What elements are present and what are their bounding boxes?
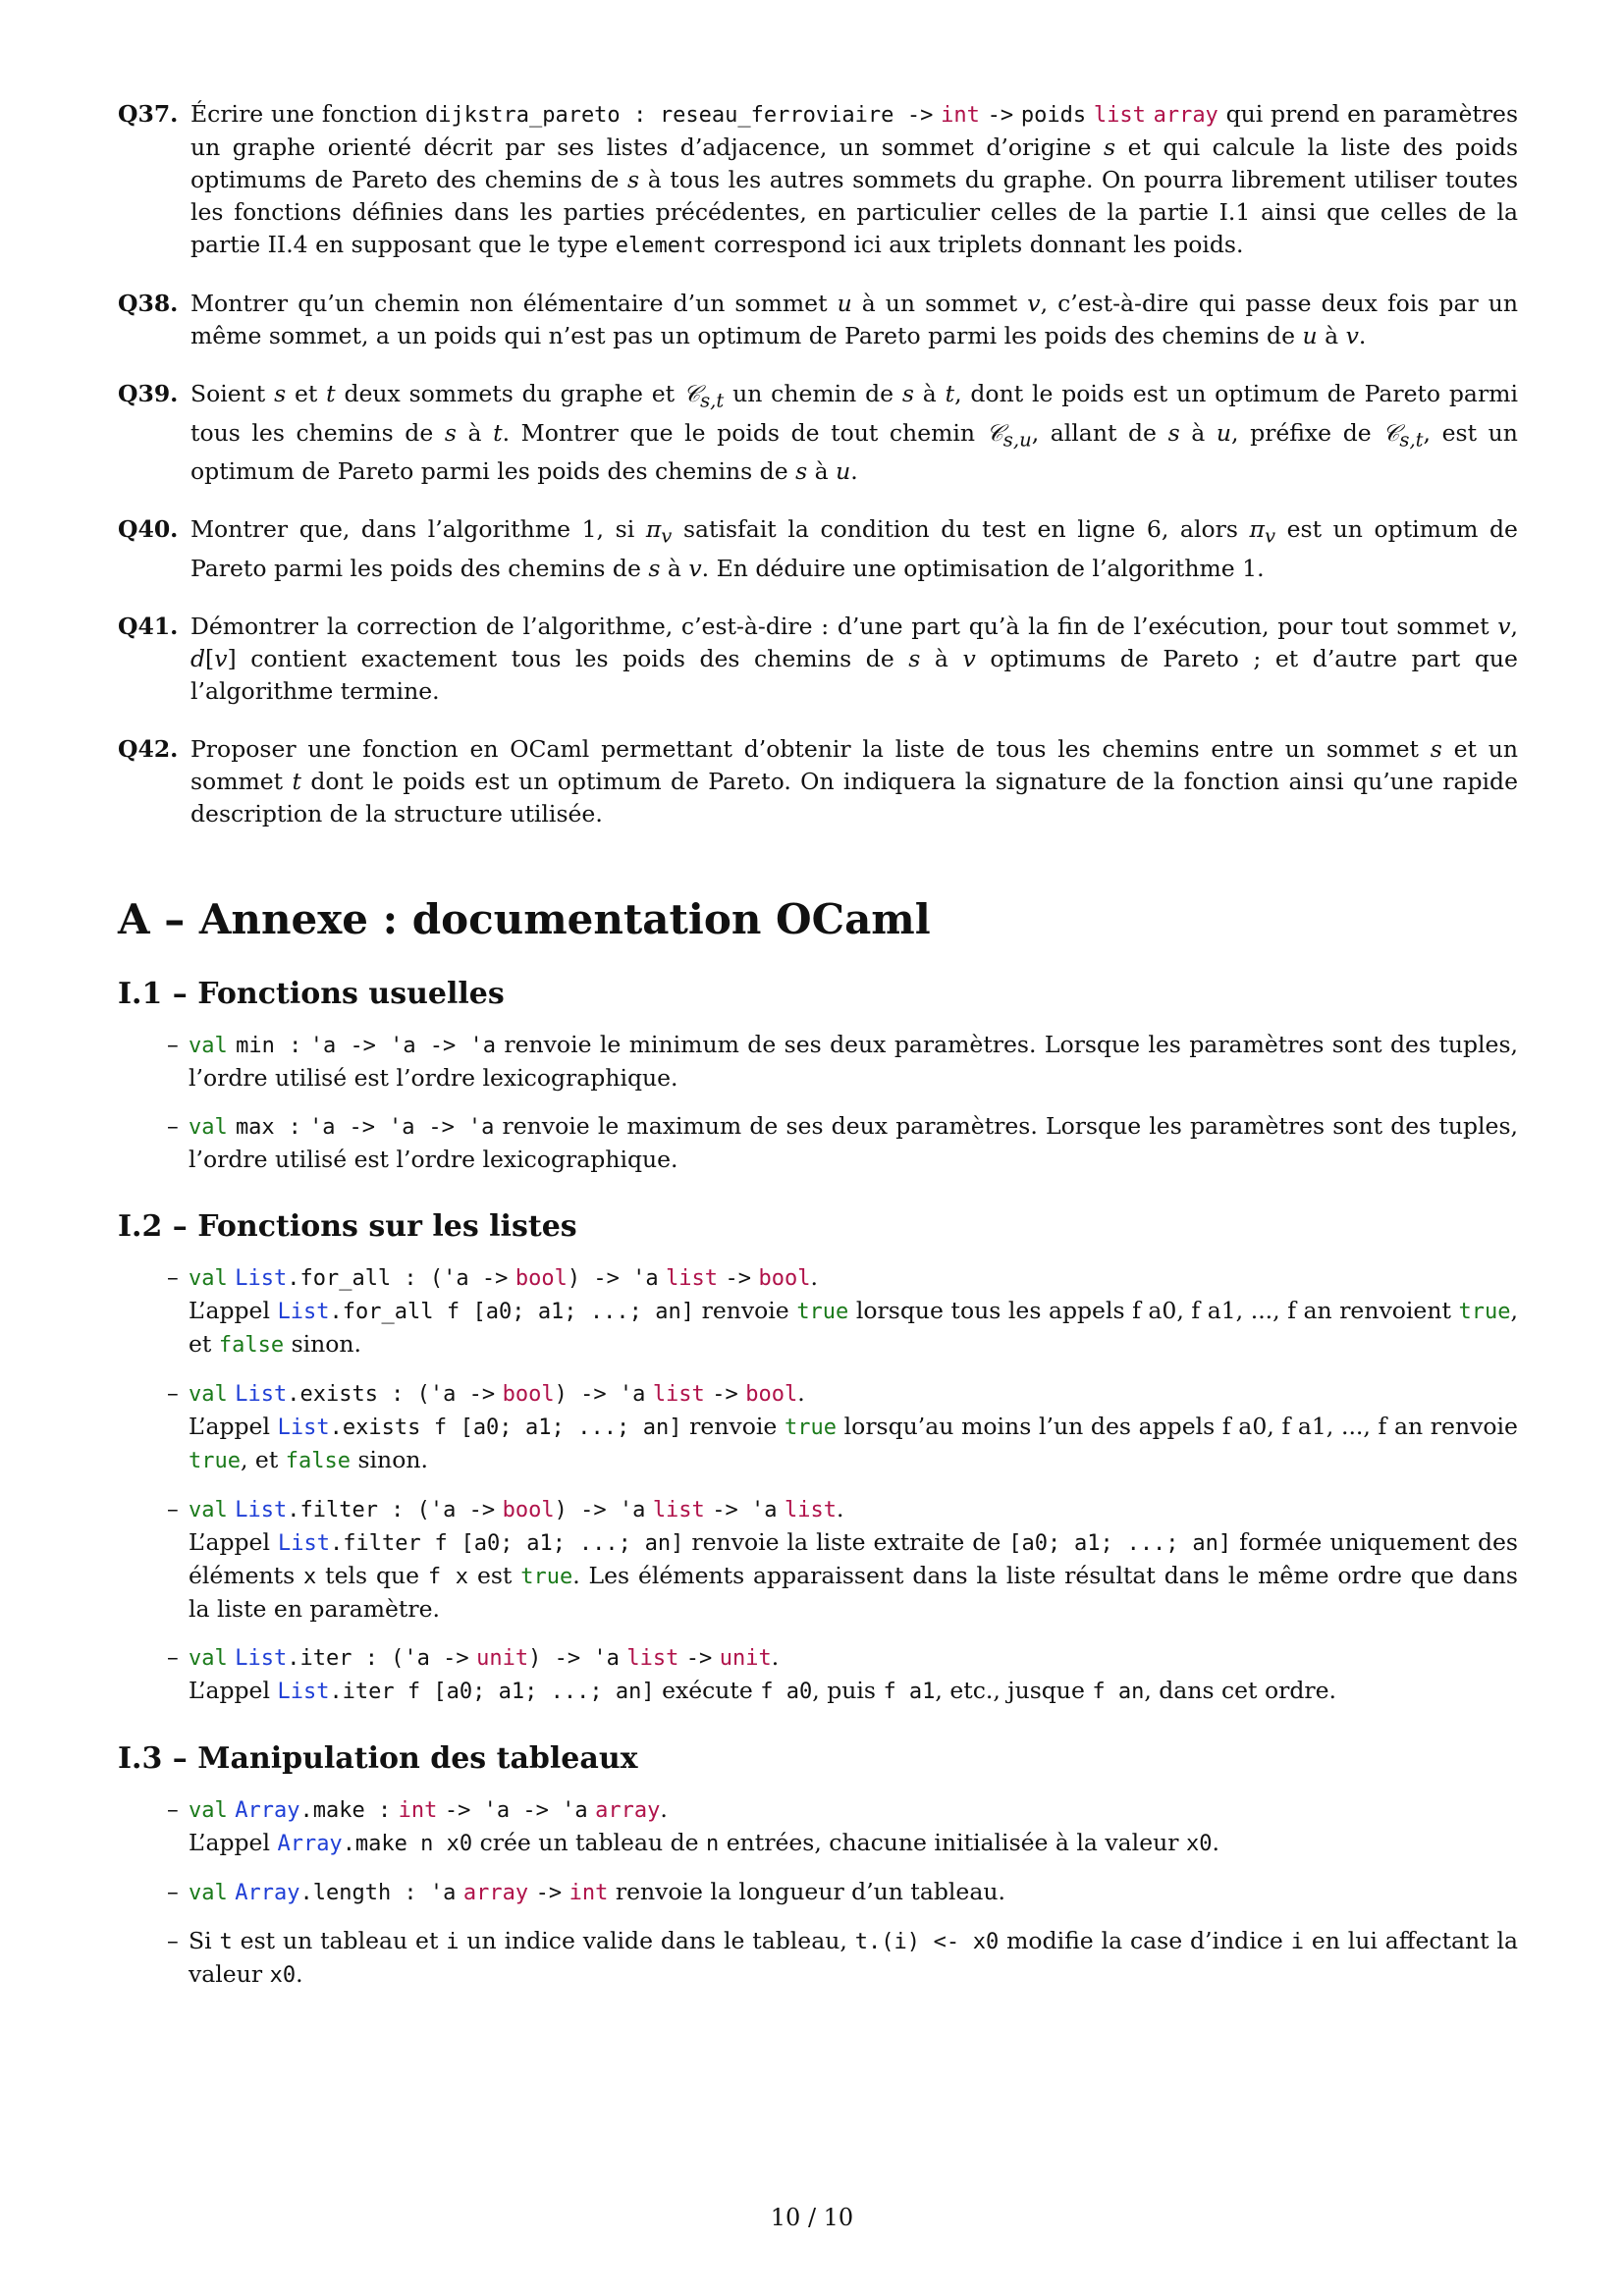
text: , puis <box>812 1677 876 1705</box>
code: f an <box>1092 1680 1145 1705</box>
code-type: list <box>652 1382 705 1408</box>
code: i <box>1290 1930 1304 1955</box>
text: Si <box>189 1927 212 1955</box>
doc-text <box>189 1876 1518 1909</box>
question-37 <box>118 98 1518 262</box>
code-keyword: val <box>189 1266 228 1292</box>
math-var: π <box>645 515 662 544</box>
bullet-dash: – <box>167 1112 179 1141</box>
code: x0 <box>1185 1832 1213 1857</box>
math-var: 𝒞 <box>986 418 1003 447</box>
text: , c’est-à-dire qui passe deux fois par un même sommet, a un poids qui n’est pas un optimum de Pareto parmi les poids des chemins de <box>190 290 1518 349</box>
code-module: Array <box>235 1881 300 1906</box>
text: Démontrer la correction de l’algorithme, c’est-à-dire : d’une part qu’à la fin de l’exécution, pour tout sommet <box>190 613 1489 641</box>
doc-item-for-all <box>167 1261 1518 1362</box>
text: à tous les autres sommets du graphe. On pourra librement utiliser toutes les fonctions définies dans les parties précédentes, en particulier celles de la partie I.1 ainsi que celles de la partie II.4 en supposant que le type <box>190 166 1519 258</box>
text: à <box>467 418 482 447</box>
text: crée un tableau de <box>479 1829 699 1857</box>
code: -> <box>535 1881 563 1906</box>
code: .for_all : ('a -> <box>287 1266 509 1292</box>
text: modifie la case d’indice <box>1006 1927 1283 1955</box>
math-var: s <box>444 418 457 447</box>
text: renvoie <box>689 1413 778 1441</box>
math-sub: s,t <box>1399 428 1424 452</box>
math-var: s <box>795 457 808 486</box>
code-literal: true <box>784 1415 837 1441</box>
code: f x <box>427 1565 469 1590</box>
text: et un sommet <box>190 735 1518 796</box>
math-var: u <box>1302 322 1318 349</box>
code-type: bool <box>502 1498 555 1523</box>
code: -> 'a -> 'a <box>444 1798 588 1824</box>
text: tels que <box>325 1562 420 1590</box>
math-var: 𝒞 <box>682 380 701 407</box>
text: à <box>1191 418 1206 447</box>
math-sub: v <box>1264 525 1276 549</box>
code: x0 <box>269 1963 297 1989</box>
doc-item-length <box>167 1876 1518 1909</box>
math-var: s <box>1430 735 1442 764</box>
question-42 <box>118 733 1518 830</box>
question-text <box>190 513 1518 585</box>
code: element <box>615 234 707 258</box>
question-text: Démontrer la correction de l’algorithme, c’est-à-dire : d’une part qu’à la fin de l’exécution, pour tout sommet v, d[v] contient exactement tous les poids des chemins de s à v optimums de Pareto ; et d’autre part que l’algorithme termine. <box>190 613 1518 706</box>
code-literal: false <box>285 1449 351 1474</box>
code: f a1 <box>883 1680 936 1705</box>
text: Soient <box>190 380 266 407</box>
text: formée uniquement des éléments <box>189 1528 1518 1590</box>
code-module: List <box>277 1680 330 1705</box>
math-var: s <box>908 645 921 673</box>
code-keyword: val <box>189 1881 228 1906</box>
code: -> <box>685 1646 713 1672</box>
math-var: s <box>274 380 287 407</box>
math-var: t <box>945 380 955 407</box>
math-var: v <box>1345 322 1359 349</box>
code-type: int <box>568 1881 609 1906</box>
code-type: bool <box>514 1266 568 1292</box>
bullet-dash: – <box>167 1379 179 1408</box>
code: x <box>303 1565 317 1590</box>
text: renvoie le minimum de ses deux paramètres. Lorsque les paramètres sont des tuples, l’ordre utilisé est l’ordre lexicographique. <box>189 1031 1518 1093</box>
bullet-dash: – <box>167 1263 179 1292</box>
code: .filter : ('a -> <box>287 1498 496 1523</box>
text: lorsque tous les appels f a0, f a1, ..., f an renvoient <box>855 1297 1451 1325</box>
code-literal: true <box>1458 1300 1511 1325</box>
question-label: Q40. <box>118 515 179 544</box>
code: .iter : ('a -> <box>287 1646 469 1672</box>
code-literal: true <box>189 1449 241 1474</box>
question-label: Q41. <box>118 613 179 641</box>
doc-item-max <box>167 1110 1518 1176</box>
math-var: v <box>688 555 702 583</box>
annex-title: A – Annexe : documentation OCaml <box>118 895 931 944</box>
question-38 <box>118 288 1518 352</box>
code-type: bool <box>758 1266 811 1292</box>
code: ) -> 'a <box>554 1382 646 1408</box>
text: , et <box>240 1446 279 1474</box>
doc-text: val Array.make : int -> 'a -> 'a array. L’appel Array.make n x0 crée un tableau de n entrées, chacune initialisée à la valeur x0. <box>189 1795 1219 1857</box>
math-sub: s,t <box>700 389 725 412</box>
text: , et <box>189 1297 1518 1359</box>
text: Proposer une fonction en OCaml permettant d’obtenir la liste de tous les chemins entre un sommet <box>190 735 1419 764</box>
code: i <box>446 1930 460 1955</box>
math-var: u <box>836 457 851 486</box>
text: est un optimum de Pareto parmi les poids des chemins de <box>190 515 1518 583</box>
text: . <box>1358 322 1367 349</box>
code: -> <box>725 1266 752 1292</box>
question-label: Q42. <box>118 735 179 764</box>
doc-text: val List.filter : ('a -> bool) -> 'a list -> 'a list. L’appel List.filter f [a0; a1; ...; an] renvoie la liste extraite de [a0; a1; ...; an] formée uniquement des éléments x tels que f x est true. Les éléments apparaissent dans la liste résultat dans le même ordre que dans la liste en paramètre. <box>189 1495 1518 1624</box>
text: optimums de Pareto ; et d’autre part que l’algorithme termine. <box>190 645 1518 706</box>
text: est <box>476 1562 513 1590</box>
code: -> <box>987 103 1014 128</box>
code: [a0; a1; ...; an] <box>1008 1531 1232 1557</box>
text: , dont le poids est un optimum de Pareto parmi tous les chemins de <box>190 380 1518 447</box>
math-var: v <box>962 645 976 673</box>
text: Montrer qu’un chemin non élémentaire d’un sommet <box>190 290 828 317</box>
text: , est un optimum de Pareto parmi les poids des chemins de <box>190 418 1518 486</box>
code-module: List <box>235 1382 288 1408</box>
code: f a0 <box>760 1680 813 1705</box>
code: -> 'a <box>712 1498 778 1523</box>
code-keyword: val <box>189 1034 228 1059</box>
math-sub: s,u <box>1002 428 1032 452</box>
code: 'a -> 'a -> 'a <box>309 1034 496 1059</box>
question-text <box>190 288 1518 352</box>
code-type: bool <box>745 1382 798 1408</box>
text: un indice valide dans le tableau, <box>466 1927 847 1955</box>
code: ) -> 'a <box>554 1498 646 1523</box>
text: correspond ici aux triplets donnant les poids. <box>713 231 1244 258</box>
math-var: s <box>901 380 914 407</box>
text: renvoie la liste extraite de <box>691 1528 1001 1557</box>
text: . <box>850 457 858 486</box>
code: .length : 'a <box>299 1881 457 1906</box>
text: qui prend en paramètres un graphe orienté décrit par ses listes d’adjacence, un sommet d’origine <box>190 100 1518 161</box>
code: dijkstra_pareto : reseau_ferroviaire -> <box>425 103 934 128</box>
doc-text: Si t est un tableau et i un indice valide dans le tableau, t.(i) <- x0 modifie la case d’indice i en lui affectant la valeur x0. <box>189 1927 1518 1989</box>
math-sub: v <box>661 525 673 549</box>
text: sinon. <box>291 1330 362 1359</box>
math-var: s <box>627 166 640 193</box>
text: Montrer que, dans l’algorithme 1, si <box>190 515 635 544</box>
code-type: array <box>462 1881 529 1906</box>
math-var: u <box>1216 418 1231 447</box>
math-var: t <box>292 768 301 796</box>
code-module: Array <box>235 1798 300 1824</box>
section-title: I.1 – Fonctions usuelles <box>118 977 505 1012</box>
code-literal: false <box>218 1333 285 1359</box>
text: Écrire une fonction <box>190 100 418 128</box>
doc-item-min <box>167 1029 1518 1095</box>
question-39 <box>118 378 1518 488</box>
code-type: array <box>1153 103 1218 128</box>
doc-text: val List.exists : ('a -> bool) -> 'a list -> bool. L’appel List.exists f [a0; a1; ...; an] renvoie true lorsqu’au moins l’un des appels f a0, f a1, ..., f an renvoie true, et false sinon. <box>189 1379 1518 1474</box>
code-keyword: val <box>189 1798 228 1824</box>
code-module: List <box>235 1498 288 1523</box>
code: ) -> 'a <box>567 1266 659 1292</box>
code: max : <box>235 1115 301 1141</box>
section-title: I.2 – Fonctions sur les listes <box>118 1209 577 1245</box>
text: L’appel <box>189 1829 270 1857</box>
code-literal: true <box>520 1565 573 1590</box>
page-number: 10 / 10 <box>770 2204 854 2231</box>
bullet-dash: – <box>167 1795 179 1824</box>
math-var: v <box>1027 290 1041 317</box>
doc-item-exists <box>167 1377 1518 1477</box>
bullet-dash: – <box>167 1643 179 1672</box>
code: poids <box>1020 103 1087 128</box>
math-var: 𝒞 <box>1382 418 1400 447</box>
text: renvoie le maximum de ses deux paramètres. Lorsque les paramètres sont des tuples, l’ordre utilisé est l’ordre lexicographique. <box>189 1112 1518 1174</box>
text: à <box>1325 322 1339 349</box>
code-type: list <box>626 1646 679 1672</box>
doc-item-iter <box>167 1641 1518 1708</box>
text: exécute <box>662 1677 753 1705</box>
text: un chemin de <box>732 380 894 407</box>
question-label: Q38. <box>118 290 179 317</box>
math-var: s <box>648 555 661 583</box>
math-var: d <box>190 645 206 673</box>
question-text <box>190 98 1518 262</box>
text: , etc., jusque <box>935 1677 1085 1705</box>
text: . Montrer que le poids de tout chemin <box>502 418 976 447</box>
page-content <box>118 98 1518 2007</box>
doc-item-filter <box>167 1493 1518 1626</box>
code-type: unit <box>476 1646 529 1672</box>
math-var: v <box>1497 613 1511 641</box>
code: -> <box>712 1382 738 1408</box>
text: satisfait la condition du test en ligne 6, alors <box>682 515 1238 544</box>
text: sinon. <box>357 1446 428 1474</box>
code: t.(i) <- x0 <box>854 1930 1000 1955</box>
code: .filter f [a0; a1; ...; an] <box>329 1531 684 1557</box>
code-type: bool <box>502 1382 555 1408</box>
text: renvoie la longueur d’un tableau. <box>615 1878 1005 1906</box>
code-type: list <box>785 1498 837 1523</box>
text: à <box>934 645 948 673</box>
code: .exists : ('a -> <box>287 1382 496 1408</box>
text: dont le poids est un optimum de Pareto. On indiquera la signature de la fonction ainsi qu’une rapide description de la structure utilisée. <box>190 768 1518 828</box>
text: est un tableau et <box>240 1927 439 1955</box>
code: ) -> 'a <box>528 1646 620 1672</box>
text: L’appel <box>189 1677 270 1705</box>
text: L’appel <box>189 1528 270 1557</box>
text: en lui affectant la valeur <box>189 1927 1518 1989</box>
text: , préfixe de <box>1231 418 1372 447</box>
math-var: π <box>1249 515 1265 544</box>
text: deux sommets du graphe et <box>344 380 676 407</box>
bullet-dash: – <box>167 1927 179 1955</box>
text: . Les éléments apparaissent dans la liste résultat dans le même ordre que dans la liste en paramètre. <box>189 1562 1518 1624</box>
text: L’appel <box>189 1297 270 1325</box>
question-text <box>190 378 1518 488</box>
code-module: List <box>235 1266 288 1292</box>
text: et qui calcule la liste des poids optimums de Pareto des chemins de <box>190 133 1518 193</box>
code: n <box>706 1832 720 1857</box>
code-type: list <box>666 1266 719 1292</box>
code-keyword: val <box>189 1382 228 1408</box>
code: .iter f [a0; a1; ...; an] <box>329 1680 655 1705</box>
question-text <box>190 733 1518 830</box>
math-var: t <box>326 380 336 407</box>
question-label: Q37. <box>118 100 179 128</box>
code-keyword: val <box>189 1498 228 1523</box>
code-keyword: val <box>189 1115 228 1141</box>
doc-text: val List.for_all : ('a -> bool) -> 'a list -> bool. L’appel List.for_all f [a0; a1; ...; an] renvoie true lorsque tous les appels f a0, f a1, ..., f an renvoient true, et false sinon. <box>189 1263 1518 1359</box>
code: t <box>219 1930 233 1955</box>
code-keyword: val <box>189 1646 228 1672</box>
text: , allant de <box>1031 418 1157 447</box>
code-type: int <box>941 103 980 128</box>
question-label: Q39. <box>118 380 179 407</box>
bullet-dash: – <box>167 1031 179 1059</box>
code: 'a -> 'a -> 'a <box>309 1115 495 1141</box>
math-var: s <box>1167 418 1180 447</box>
code-type: unit <box>719 1646 772 1672</box>
code: .make n x0 <box>342 1832 473 1857</box>
code-module: List <box>277 1300 330 1325</box>
doc-text <box>189 1029 1518 1095</box>
code-type: list <box>652 1498 705 1523</box>
math-var: s <box>1103 133 1116 161</box>
code-type: list <box>1093 103 1146 128</box>
text: lorsqu’au moins l’un des appels f a0, f a1, ..., f an renvoie <box>843 1413 1518 1441</box>
bullet-dash: – <box>167 1495 179 1523</box>
code-module: Array <box>277 1832 343 1857</box>
text: contient exactement tous les poids des chemins de <box>250 645 894 673</box>
doc-item-make <box>167 1793 1518 1860</box>
text: . En déduire une optimisation de l’algorithme 1. <box>701 555 1265 583</box>
text: à <box>814 457 829 486</box>
code-type: int <box>398 1798 438 1824</box>
text: à un sommet <box>861 290 1018 317</box>
code: .for_all f [a0; a1; ...; an] <box>329 1300 694 1325</box>
math-var: t <box>493 418 503 447</box>
math-var: u <box>837 290 852 317</box>
text: à <box>922 380 937 407</box>
code-module: List <box>278 1531 330 1557</box>
text: à <box>667 555 681 583</box>
code: min : <box>236 1034 302 1059</box>
bullet-dash: – <box>167 1878 179 1906</box>
text: et <box>294 380 318 407</box>
text: renvoie <box>701 1297 789 1325</box>
section-title: I.3 – Manipulation des tableaux <box>118 1741 638 1777</box>
code: .exists f [a0; a1; ...; an] <box>329 1415 682 1441</box>
doc-item-set <box>167 1925 1518 1992</box>
doc-text <box>189 1110 1518 1176</box>
question-40 <box>118 513 1518 585</box>
code-module: List <box>277 1415 330 1441</box>
text: L’appel <box>189 1413 270 1441</box>
question-41 <box>118 611 1518 708</box>
code-literal: true <box>796 1300 849 1325</box>
text: entrées, chacune initialisée à la valeur <box>726 1829 1179 1857</box>
code-module: List <box>235 1646 288 1672</box>
code: .make : <box>299 1798 392 1824</box>
text: , <box>1510 613 1518 641</box>
code-type: array <box>595 1798 661 1824</box>
math-var: v <box>214 645 228 673</box>
text: , dans cet ordre. <box>1144 1677 1337 1705</box>
doc-text: val List.iter : ('a -> unit) -> 'a list -> unit. L’appel List.iter f [a0; a1; ...; an] exécute f a0, puis f a1, etc., jusque f an, dans cet ordre. <box>189 1643 1337 1705</box>
